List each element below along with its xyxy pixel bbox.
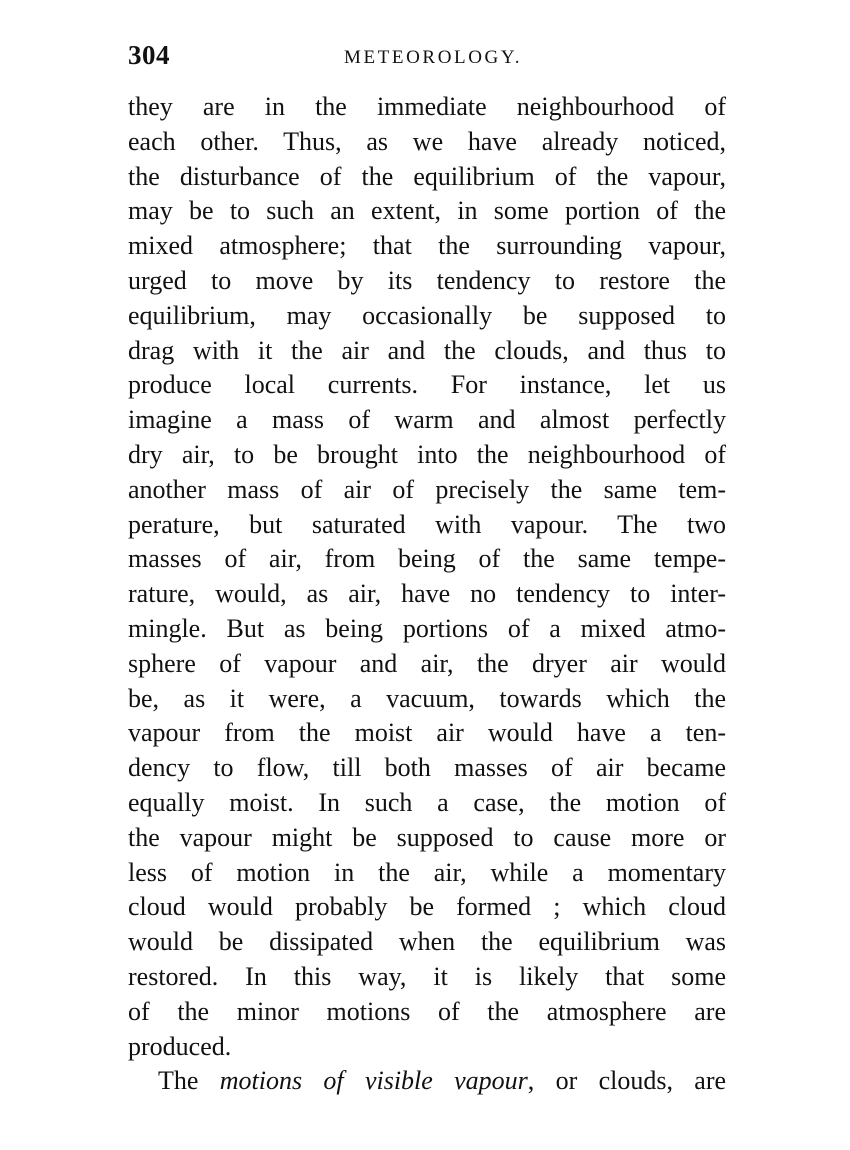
running-head: METEOROLOGY.	[344, 47, 523, 68]
text-line: vapour from the moist air would have a ten-	[128, 718, 726, 748]
text-line: masses of air, from being of the same tempe-	[128, 544, 726, 574]
text-line: dency to flow, till both masses of air became	[128, 753, 726, 783]
page-header	[128, 40, 726, 76]
text-line: drag with it the air and the clouds, and thus to	[128, 335, 726, 365]
text-line: equilibrium, may occasionally be supposed to	[128, 300, 726, 330]
text-line: perature, but saturated with vapour. The two	[128, 509, 726, 539]
text-line: each other. Thus, as we have already noticed,	[128, 126, 726, 156]
paragraph	[128, 90, 726, 1064]
text-line: rature, would, as air, have no tendency to inter-	[128, 579, 726, 609]
paragraph-opening-line	[128, 1064, 726, 1099]
page-number: 304	[128, 40, 170, 70]
text-line: mixed atmosphere; that the surrounding vapour,	[128, 231, 726, 261]
text-run: The	[158, 1066, 220, 1096]
text-line: the vapour might be supposed to cause more or	[128, 822, 726, 852]
text-line: produce local currents. For instance, let us	[128, 370, 726, 400]
text-line: may be to such an extent, in some portion of the	[128, 196, 726, 226]
text-line: the disturbance of the equilibrium of the vapour,	[128, 161, 726, 191]
text-line: restored. In this way, it is likely that some	[128, 961, 726, 991]
text-line: produced.	[128, 1031, 232, 1061]
text-line: less of motion in the air, while a momentary	[128, 857, 726, 887]
italic-phrase: motions of visible vapour	[219, 1066, 528, 1096]
text-line: urged to move by its tendency to restore the	[128, 265, 726, 295]
text-line: dry air, to be brought into the neighbourhood of	[128, 439, 726, 469]
text-line: another mass of air of precisely the same tem-	[128, 474, 726, 504]
text-line: would be dissipated when the equilibrium was	[128, 927, 726, 957]
text-line: equally moist. In such a case, the motion of	[128, 787, 726, 817]
text-line: imagine a mass of warm and almost perfectly	[128, 405, 726, 435]
text-line: cloud would probably be formed ; which cloud	[128, 892, 726, 922]
text-line: of the minor motions of the atmosphere are	[128, 996, 726, 1026]
text-run: , or clouds, are	[527, 1066, 727, 1096]
body-text	[128, 90, 726, 1099]
text-line: be, as it were, a vacuum, towards which the	[128, 683, 726, 713]
text-line: they are in the immediate neighbourhood of	[128, 92, 726, 121]
text-line: mingle. But as being portions of a mixed atmo-	[128, 613, 726, 643]
text-line: sphere of vapour and air, the dryer air would	[128, 648, 726, 678]
